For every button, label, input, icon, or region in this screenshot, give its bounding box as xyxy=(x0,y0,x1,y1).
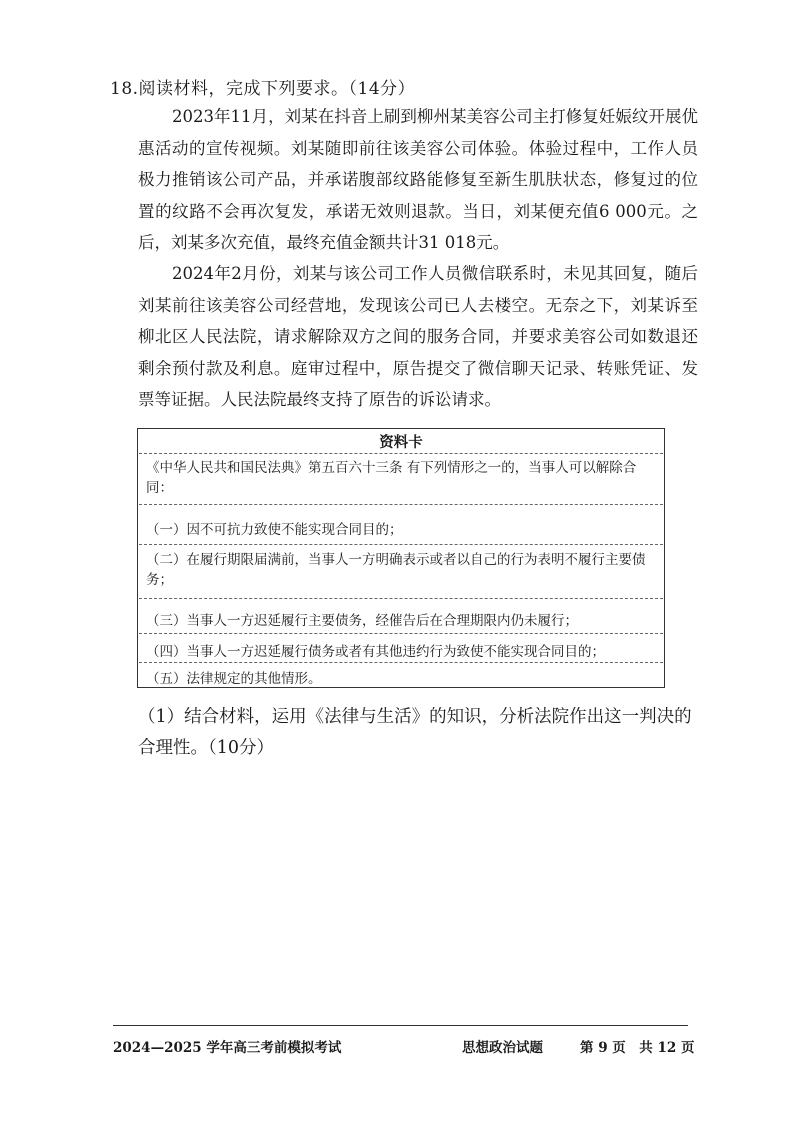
footer-subject: 思想政治试题 xyxy=(462,1040,543,1056)
card-divider xyxy=(139,544,663,545)
footer-exam-name: 2024—2025 学年高三考前模拟考试 xyxy=(113,1040,342,1056)
footer-page-number: 第 9 页 共 12 页 xyxy=(580,1040,695,1056)
card-item-3: （三）当事人一方迟延履行主要债务，经催告后在合理期限内仍未履行； xyxy=(146,613,578,629)
card-divider xyxy=(139,504,663,505)
footer-divider xyxy=(113,1025,688,1026)
paragraph-1-text: 2023年11月，刘某在抖音上刷到柳州某美容公司主打修复妊娠纹开展优惠活动的宣传视频。刘某随即前往该美容公司体验。体验过程中，工作人员极力推销该公司产品，并承诺腹部纹路能修复至新生肌肤状态，修复过的位置的纹路不会再次复发，承诺无效则退款。当日，刘某便充值6 000元。之后，刘某多次充值，最终充值金额共计31 018元。 xyxy=(138,107,698,252)
paragraph-2-text: 2024年2月份，刘某与该公司工作人员微信联系时，未见其回复，随后刘某前往该美容公司经营地，发现该公司已人去楼空。无奈之下，刘某诉至柳北区人民法院，请求解除双方之间的服务合同，并要求美容公司如数退还剩余预付款及利息。庭审过程中，原告提交了微信聊天记录、转账凭证、发票等证据。人民法院最终支持了原告的诉讼请求。 xyxy=(138,264,698,409)
question-title: 18.阅读材料，完成下列要求。（14分） xyxy=(110,79,416,99)
info-card xyxy=(137,428,665,688)
card-divider xyxy=(139,453,663,454)
info-card-title: 资料卡 xyxy=(379,434,423,451)
card-item-2: （二）在履行期限届满前，当事人一方明确表示或者以自己的行为表明不履行主要债务； xyxy=(146,552,646,588)
card-divider xyxy=(139,662,663,663)
card-intro: 《中华人民共和国民法典》第五百六十三条 有下列情形之一的，当事人可以解除合同： xyxy=(146,460,637,496)
material-paragraph-1 xyxy=(138,101,698,259)
card-item-4: （四）当事人一方迟延履行债务或者有其他违约行为致使不能实现合同目的； xyxy=(146,644,605,660)
card-item-5: （五）法律规定的其他情形。 xyxy=(146,671,322,687)
card-item-1: （一）因不可抗力致使不能实现合同目的； xyxy=(146,522,403,538)
card-divider xyxy=(139,633,663,634)
card-divider xyxy=(139,598,663,599)
sub-question-1: （1）结合材料，运用《法律与生活》的知识，分析法院作出这一判决的合理性。（10分） xyxy=(138,707,692,758)
material-paragraph-2 xyxy=(138,258,698,416)
